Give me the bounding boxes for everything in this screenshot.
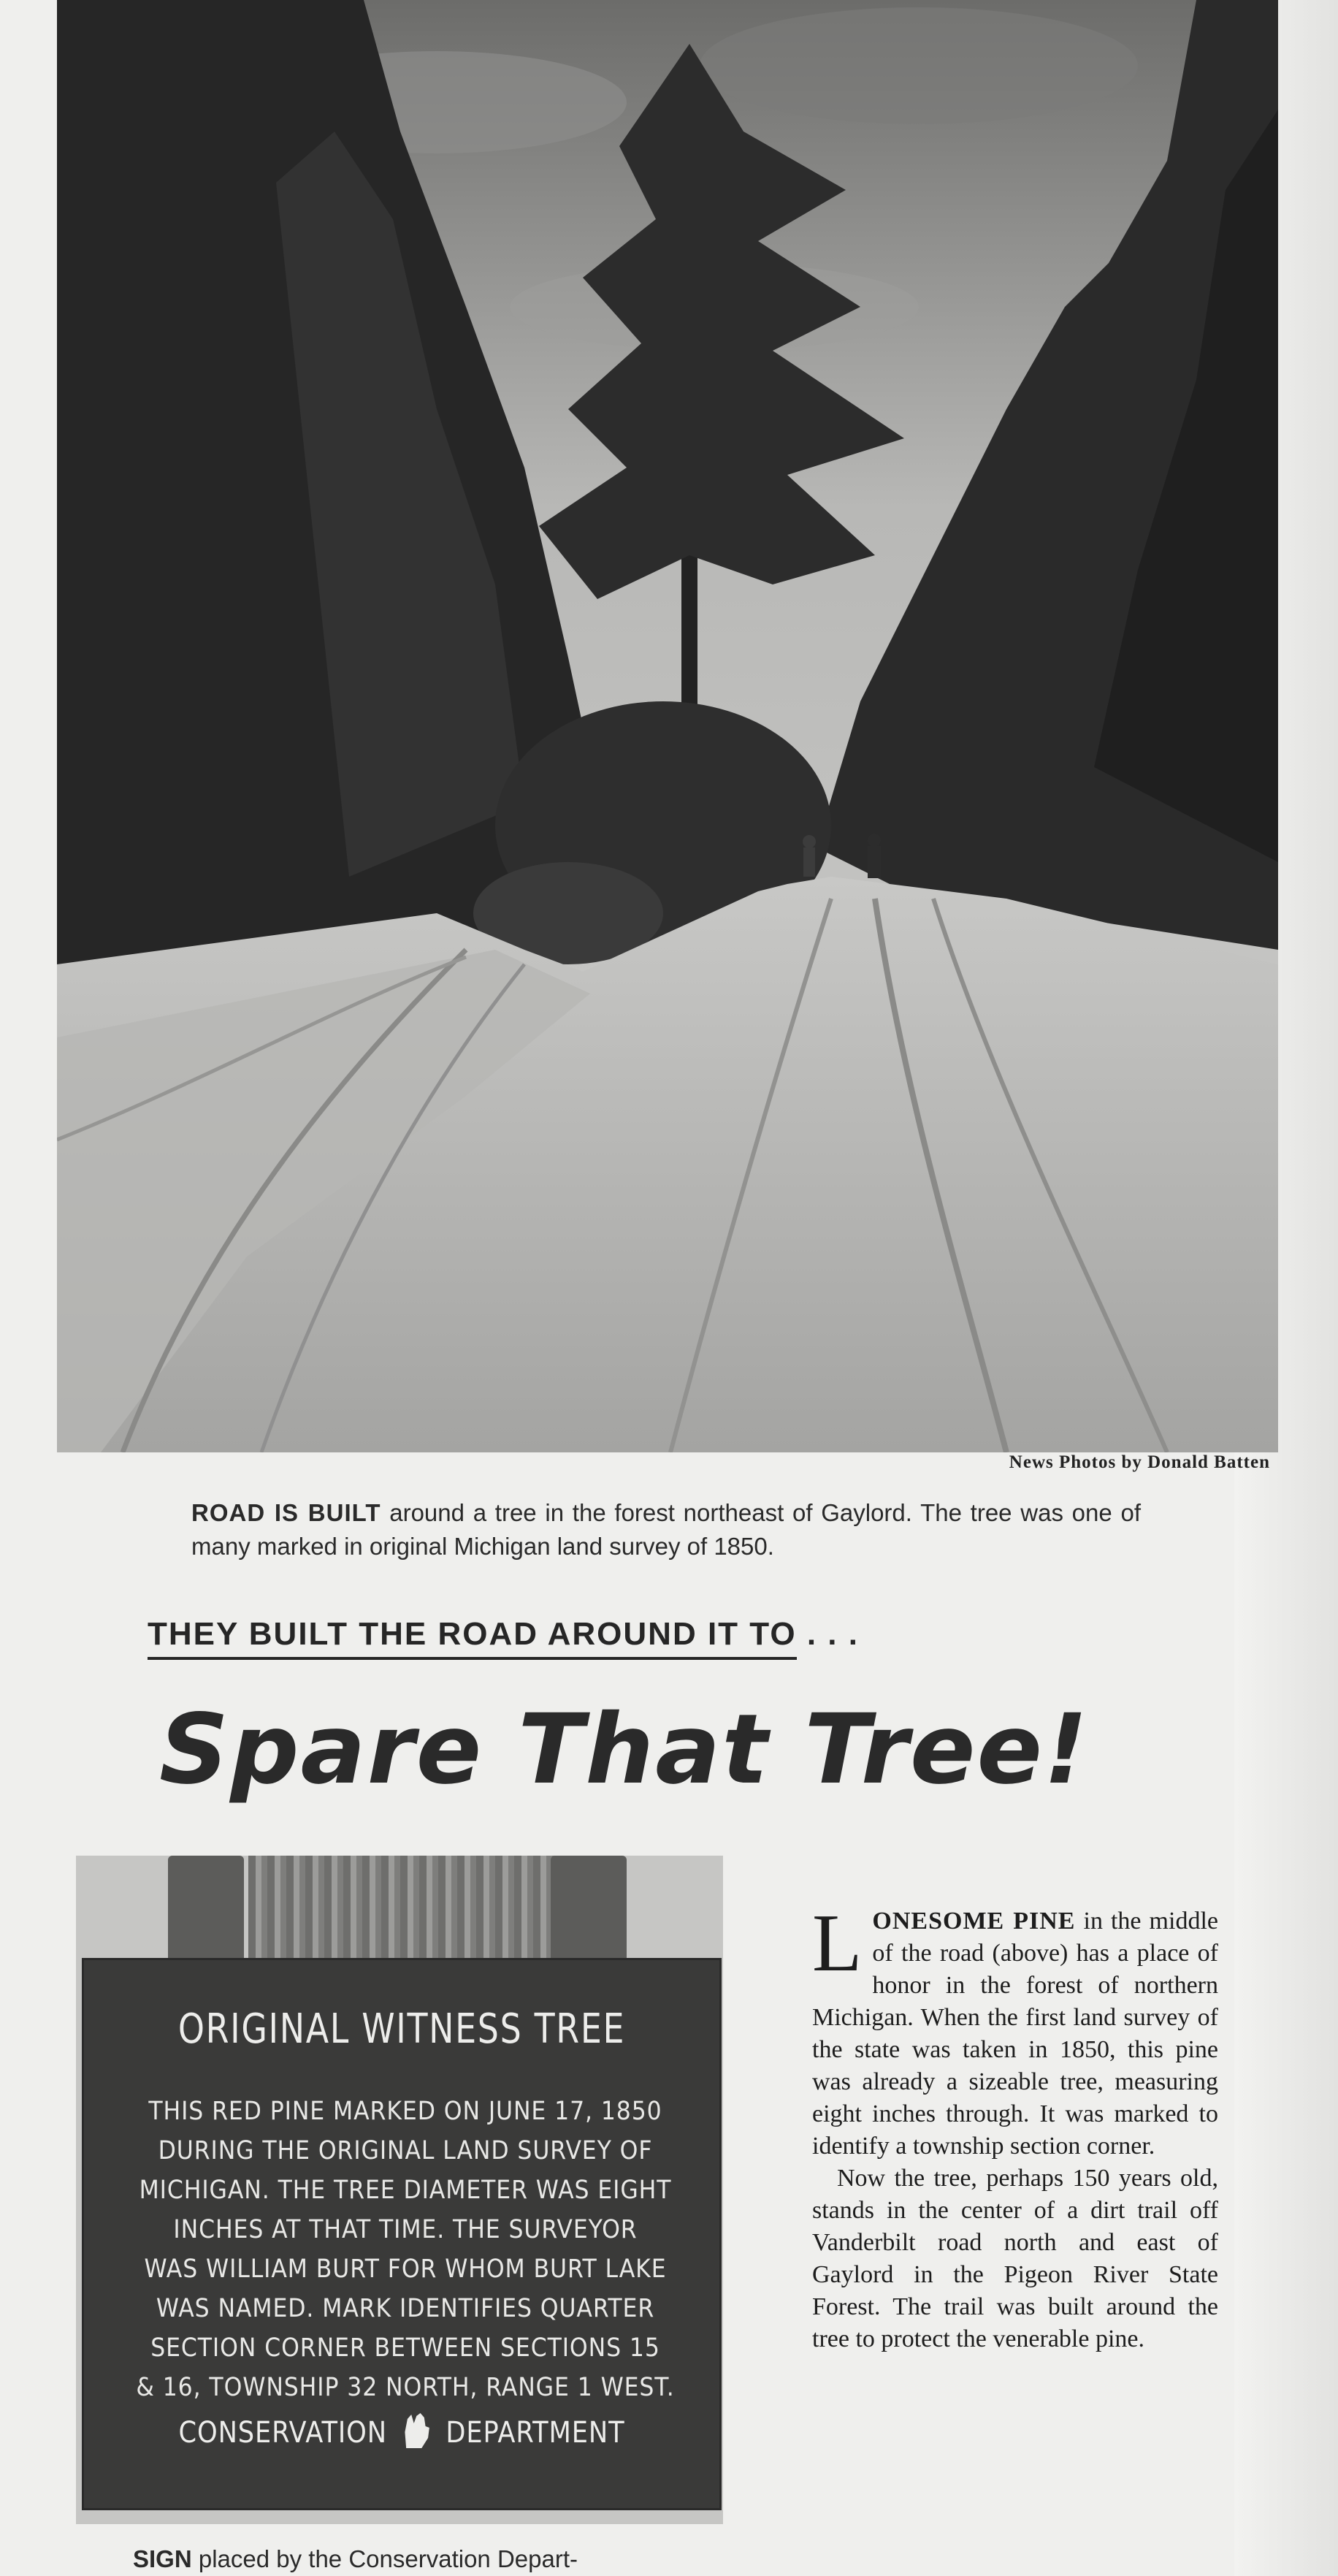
drop-cap: L [812, 1898, 863, 1989]
sign-caption-lead: SIGN [133, 2545, 192, 2572]
sign-title: ORIGINAL WITNESS TREE [177, 2005, 626, 2053]
michigan-mitten-icon [402, 2412, 431, 2457]
sign-line: & 16, TOWNSHIP 32 NORTH, RANGE 1 WEST. [136, 2373, 675, 2402]
right-post [551, 1856, 627, 1965]
sign-line: THIS RED PINE MARKED ON JUNE 17, 1850 [148, 2097, 662, 2126]
sign-board [82, 1958, 722, 2510]
sign-body [136, 2092, 675, 2407]
sign-caption-text: placed by the Conservation Depart- [191, 2545, 578, 2572]
sign-dept-right: DEPARTMENT [446, 2416, 625, 2450]
headline: Spare That Tree! [159, 1693, 1090, 1806]
sign-line: INCHES AT THAT TIME. THE SURVEYOR [173, 2215, 638, 2244]
sign-dept-left: CONSERVATION [178, 2416, 387, 2450]
left-post [168, 1856, 244, 1965]
sign-line: DURING THE ORIGINAL LAND SURVEY OF [158, 2136, 653, 2165]
sign-line: SECTION CORNER BETWEEN SECTIONS 15 [150, 2333, 660, 2363]
sign-department [122, 2412, 681, 2457]
caption-text: around a tree in the forest northeast of Gaylord. The tree was one of many marked in original Michigan land survey of 1850. [191, 1499, 1141, 1560]
article-body [812, 1898, 1218, 2355]
kicker-underlined: THEY BUILT THE ROAD AROUND IT TO [148, 1616, 797, 1660]
kicker-ellipsis: . . . [796, 1616, 859, 1652]
photo-credit: News Photos by Donald Batten [1009, 1452, 1270, 1472]
photo-caption [191, 1496, 1141, 1563]
sign-line: MICHIGAN. THE TREE DIAMETER WAS EIGHT [139, 2176, 672, 2205]
witness-tree-sign-photo [76, 1856, 723, 2524]
sign-caption [133, 2545, 717, 2573]
article-lead-words: ONESOME PINE [872, 1908, 1076, 1935]
article-paragraph-1 [812, 1898, 1218, 2162]
article-para1-text: in the middle of the road (above) has a place of honor in the forest of northern Michigan. When the first land survey of the state was taken in 1850, this pine was already a sizeable tree, measuring eight inches through. It was marked to identify a township section corner. [812, 1908, 1218, 2160]
article-paragraph-2: Now the tree, perhaps 150 years old, stands in the center of a dirt trail off Vanderbilt road north and east of Gaylord in the Pigeon River State Forest. The trail was built around the tree to protect the venerable pine. [812, 2165, 1218, 2352]
forest-road-photo [57, 0, 1278, 1452]
sign-line: WAS WILLIAM BURT FOR WHOM BURT LAKE [144, 2255, 667, 2284]
sign-line: WAS NAMED. MARK IDENTIFIES QUARTER [156, 2294, 655, 2323]
pine-trunk-texture [248, 1856, 564, 1958]
caption-lead: ROAD IS BUILT [191, 1499, 381, 1526]
kicker-line [148, 1616, 859, 1660]
